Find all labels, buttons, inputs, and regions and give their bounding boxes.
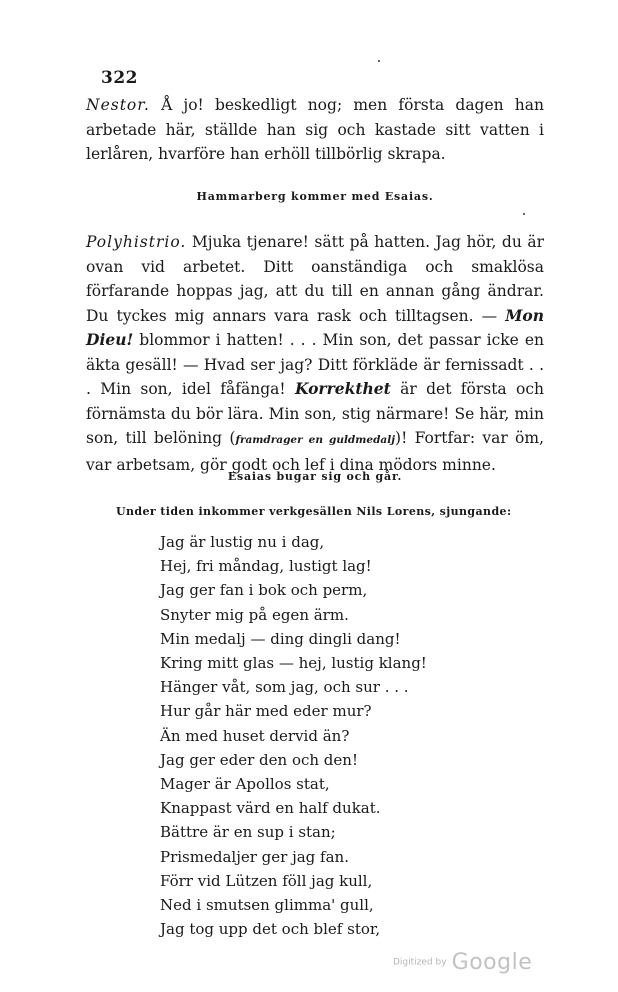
stage-direction: Under tiden inkommer verkgesällen Nils Lorens, sjungande:	[116, 505, 512, 518]
verse-line: Bättre är en sup i stan;	[160, 823, 336, 842]
verse-line: Snyter mig på egen ärm.	[160, 605, 349, 624]
verse-line: Hej, fri måndag, lustigt lag!	[160, 557, 372, 576]
dialogue-text: )! Fortfar: var öm, var arbetsam, gör godt och lef i dina mödors minne.	[86, 429, 544, 474]
verse-line: Jag tog upp det och blef stor,	[160, 920, 381, 939]
print-speck	[378, 60, 380, 62]
verse-line: Förr vid Lützen föll jag kull,	[160, 871, 373, 890]
verse-line: Än med huset dervid än?	[160, 726, 350, 745]
stage-direction: Hammarberg kommer med Esaias.	[196, 190, 434, 203]
emphasis-text: Korrekthet	[294, 379, 391, 398]
verse-line: Mager är Apollos stat,	[160, 775, 330, 794]
dialogue-text: blommor i hatten! . . . Min son, det passar icke en äkta gesäll! — Hvad ser jag? Ditt förkläde är fernissadt . . . Min son, idel fåfänga!	[86, 331, 544, 398]
speaker-name: Polyhistrio.	[86, 233, 187, 251]
dialogue-text: Å jo! beskedligt nog; men första dagen han arbetade här, ställde han sig och kastade sitt vatten i lerlåren, hvarföre han erhöll tillbörlig skrapa.	[86, 96, 545, 163]
digitized-watermark	[393, 950, 532, 975]
stage-direction: Esaias bugar sig och går.	[227, 470, 403, 483]
dialogue-text: Mjuka tjenare! sätt på hatten. Jag hör, du är ovan vid arbetet. Ditt oanständiga och smaklösa förfarande hoppas jag, att du till en annan gång ändrar. Du tyckes mig annars vara rask och tilltagsen. —	[86, 233, 544, 325]
google-logo: Google	[451, 950, 533, 975]
verse-line: Jag ger eder den och den!	[160, 750, 358, 769]
paragraph-polyhistrio	[86, 230, 544, 477]
dialogue-text: är det första och förnämsta du bör lära. Min son, stig närmare! Se här, min son, till belöning (	[86, 380, 545, 447]
speaker-name: Nestor.	[86, 96, 150, 114]
verse-line: Jag ger fan i bok och perm,	[160, 581, 368, 600]
verse-line: Hur går här med eder mur?	[160, 702, 372, 721]
verse-line: Prismedaljer ger jag fan.	[160, 847, 349, 866]
verse-line: Kring mitt glas — hej, lustig klang!	[160, 654, 427, 673]
verse-line: Ned i smutsen glimma' gull,	[160, 896, 374, 915]
emphasis-text: Mon Dieu!	[86, 305, 544, 349]
verse-line: Min medalj — ding dingli dang!	[160, 629, 401, 648]
print-speck	[523, 213, 525, 215]
paragraph-nestor	[86, 93, 544, 167]
page-number: 322	[101, 68, 138, 88]
song-verse	[160, 530, 427, 941]
verse-line: Hänger våt, som jag, och sur . . .	[160, 678, 409, 697]
inline-stage-direction: framdrager en guldmedalj	[235, 434, 396, 446]
verse-line: Knappast värd en half dukat.	[160, 799, 381, 818]
watermark-prefix: Digitized by	[393, 957, 447, 968]
verse-line: Jag är lustig nu i dag,	[160, 533, 325, 551]
